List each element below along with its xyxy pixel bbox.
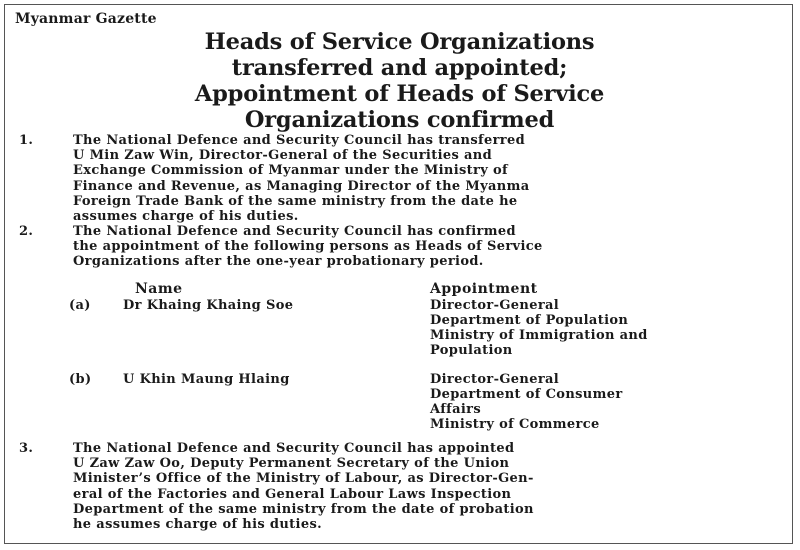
text-line: The National Defence and Security Council has transferred (73, 133, 526, 148)
text-line: he assumes charge of his duties. (73, 517, 322, 533)
paragraph-number: 2. (19, 224, 34, 239)
paragraph-text (73, 441, 789, 532)
text-line: U Zaw Zaw Oo, Deputy Permanent Secretary of the Union (73, 456, 510, 472)
headline-line: transferred and appointed; (231, 55, 568, 81)
paragraph-number: 3. (19, 441, 34, 456)
person-name: Dr Khaing Khaing Soe (123, 298, 294, 313)
appointment-line: Affairs (430, 402, 482, 417)
appointment-line: Ministry of Immigration and (430, 328, 648, 343)
row-label: (a) (69, 298, 91, 313)
headline-line: Organizations confirmed (244, 107, 555, 133)
column-header-appointment: Appointment (430, 281, 538, 297)
text-line: Organizations after the one-year probationary period. (73, 254, 484, 270)
headline-line: Heads of Service Organizations (204, 29, 595, 55)
text-line: Finance and Revenue, as Managing Director of the Myanma (73, 178, 530, 194)
headline (5, 29, 794, 133)
text-line: U Min Zaw Win, Director-General of the Securities and (73, 148, 493, 164)
headline-line: Appointment of Heads of Service (194, 81, 605, 107)
text-line: Foreign Trade Bank of the same ministry from the date he (73, 193, 518, 209)
person-name: U Khin Maung Hlaing (123, 372, 290, 387)
masthead: Myanmar Gazette (15, 11, 157, 27)
appointment-line: Director-General (430, 298, 560, 313)
text-line: Department of the same ministry from the date of probation (73, 501, 534, 517)
appointment-line: Ministry of Commerce (430, 417, 600, 432)
gazette-notice (4, 4, 793, 544)
column-header-name: Name (135, 281, 183, 297)
text-line: eral of the Factories and General Labour Laws Inspection (73, 486, 512, 502)
paragraph-number: 1. (19, 133, 34, 148)
appointment-line: Department of Population (430, 313, 629, 328)
row-label: (b) (69, 372, 92, 387)
appointment-line: Director-General (430, 372, 560, 387)
paragraph-text (73, 133, 789, 224)
text-line: assumes charge of his duties. (73, 209, 299, 225)
text-line: The National Defence and Security Council has appointed (73, 441, 515, 456)
appointment-line: Department of Consumer (430, 387, 623, 402)
text-line: Exchange Commission of Myanmar under the Ministry of (73, 163, 508, 179)
text-line: Minister’s Office of the Ministry of Labour, as Director-Gen- (73, 471, 534, 487)
text-line: The National Defence and Security Council has confirmed (73, 224, 516, 239)
appointment-line: Population (430, 343, 513, 358)
text-line: the appointment of the following persons as Heads of Service (73, 239, 543, 255)
paragraph-text (73, 224, 789, 270)
